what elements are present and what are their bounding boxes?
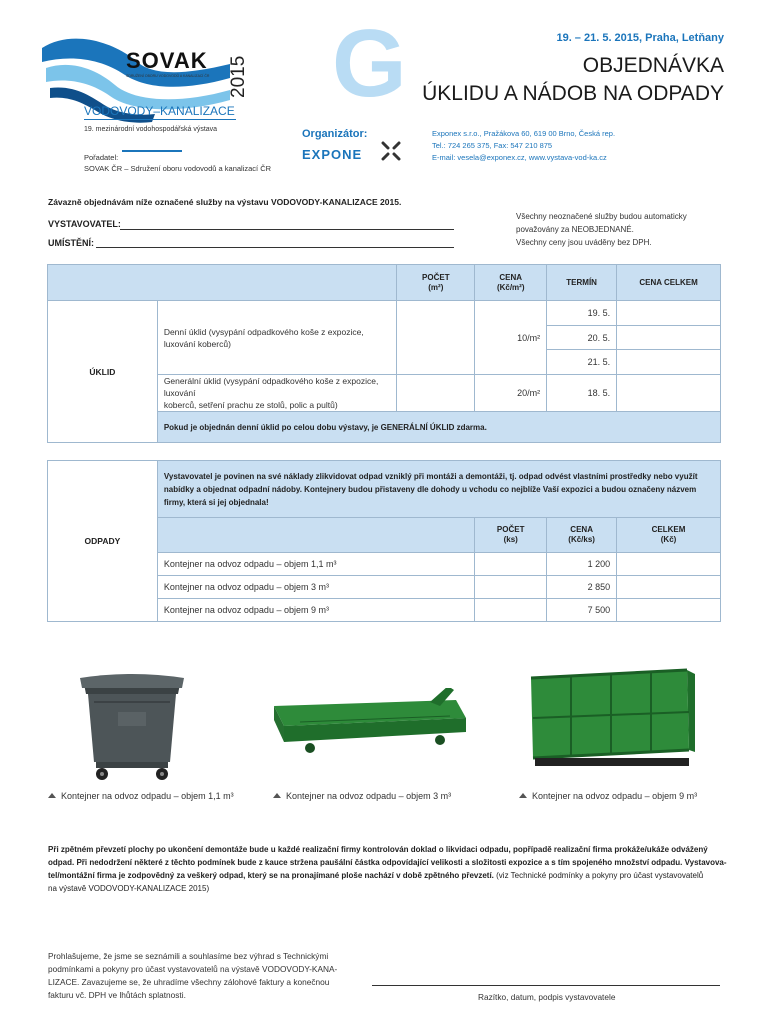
triangle-up-icon: [48, 793, 56, 798]
expone-x-icon: [380, 140, 402, 167]
general-count-input[interactable]: [397, 375, 475, 412]
general-cleaning-desc: Generální úklid (vysypání odpadkového koše z expozice, luxování koberců, setření prachu ze stolů, polic a pultů): [157, 375, 397, 412]
general-free-note: Pokud je objednán denní úklid po celou dobu výstavy, je GENERÁLNÍ ÚKLID zdarma.: [157, 412, 720, 443]
event-sub: 19. mezinárodní vodohospodářská výstava: [84, 126, 218, 133]
organizer-mini-logo: [122, 150, 182, 162]
total-cell[interactable]: [617, 326, 721, 350]
unmarked-note-1: Všechny neoznačené služby budou automaticky: [516, 212, 687, 221]
bin-1-1-image: [74, 672, 190, 787]
handover-line-3: tel/montážní firma je zodpovědný za veškerý odpad, který se na pronajímané ploše nachází v době zpětného převzetí. (viz Technické podmínky a pokyny pro účast vystavovatelů: [48, 871, 704, 880]
count-input[interactable]: [475, 553, 547, 576]
binding-order-text: Závazně objednávám níže označené služby na výstavu VODOVODY-KANALIZACE 2015.: [48, 197, 402, 207]
daily-cleaning-desc: Denní úklid (vysypání odpadkového koše z expozice, luxování koberců): [157, 301, 397, 375]
handover-paragraph: [48, 843, 727, 895]
date-place: 19. – 21. 5. 2015, Praha, Letňany: [556, 32, 724, 44]
container-row-label: Kontejner na odvoz odpadu – objem 3 m³: [157, 576, 474, 599]
logo-brand-sub: SDRUŽENÍ OBORU VODOVODŮ A KANALIZACÍ ČR: [126, 74, 210, 78]
header-total: CELKEM (Kč): [617, 518, 721, 553]
event-name: VODOVODY–KANALIZACE: [84, 104, 235, 118]
general-price: 20/m²: [475, 375, 547, 412]
page-title-2: ÚKLIDU A NÁDOB NA ODPADY: [422, 82, 724, 105]
caption-container-3: Kontejner na odvoz odpadu – objem 3 m³: [273, 791, 451, 801]
caption-bin-1-1: Kontejner na odvoz odpadu – objem 1,1 m³: [48, 791, 234, 801]
triangle-up-icon: [273, 793, 281, 798]
container-row-label: Kontejner na odvoz odpadu – objem 1,1 m³: [157, 553, 474, 576]
exhibitor-field[interactable]: [120, 228, 454, 230]
vat-note: Všechny ceny jsou uváděny bez DPH.: [516, 238, 652, 247]
section-cleaning: ÚKLID: [48, 301, 158, 443]
cleaning-table: [47, 264, 721, 443]
total-cell[interactable]: [617, 576, 721, 599]
term-19-5: 19. 5.: [547, 301, 617, 326]
term-18-5: 18. 5.: [547, 375, 617, 412]
expone-logo: EXPONE: [302, 147, 363, 162]
header-total: CENA CELKEM: [617, 265, 721, 301]
term-20-5: 20. 5.: [547, 326, 617, 350]
header-spacer: [48, 265, 397, 301]
header-spacer: [157, 518, 474, 553]
container-price: 2 850: [547, 576, 617, 599]
waste-table: [47, 460, 721, 622]
container-price: 1 200: [547, 553, 617, 576]
total-cell[interactable]: [617, 375, 721, 412]
handover-line-2: odpad. Při nedodržení některé z těchto podmínek bude z kauce stržena paušální částka odpovídající velikosti a složitosti expozice a s tím spojeného množství odpadu. Vystavova-: [48, 858, 727, 867]
waste-info: Vystavovatel je povinen na své náklady zlikvidovat odpad vzniklý při montáži a demontáži, tj. odpad odvést vlastními prostředky nebo využít nabídky a objednat odpadní nádoby. Kontejnery budou přistaveny dle dohody u vchodu co nejblíže Vaší expozici a budou označeny názvem firmy, která si jej objednala!: [157, 461, 720, 518]
signature-line[interactable]: [372, 985, 720, 986]
container-9-image: [525, 660, 697, 777]
declaration-line: Prohlašujeme, že jsme se seznámili a souhlasíme bez výhrad s Technickými: [48, 951, 329, 961]
declaration-line: LIZACE. Zavazujeme se, že uhradíme všechny zálohové faktury a konečnou: [48, 977, 330, 987]
total-cell[interactable]: [617, 301, 721, 326]
container-3-image: [270, 688, 470, 767]
total-cell[interactable]: [617, 553, 721, 576]
caption-container-9: Kontejner na odvoz odpadu – objem 9 m³: [519, 791, 697, 801]
organizer-label: Pořadatel:: [84, 153, 119, 162]
handover-line-4: na výstavě VODOVODY-KANALIZACE 2015): [48, 884, 210, 893]
header-price: CENA (Kč/ks): [547, 518, 617, 553]
organizer-text: SOVAK ČR – Sdružení oboru vodovodů a kanalizací ČR: [84, 164, 272, 173]
unmarked-note-2: považovány za NEOBJEDNANÉ.: [516, 225, 634, 234]
signature-label: Razítko, datum, podpis vystavovatele: [478, 992, 616, 1002]
contact-address: Exponex s.r.o., Pražákova 60, 619 00 Brno, Česká rep.: [432, 129, 616, 138]
contact-email: E-mail: vesela@exponex.cz, www.vystava-vod-ka.cz: [432, 153, 607, 162]
organizator-label: Organizátor:: [302, 128, 368, 140]
daily-count-input[interactable]: [397, 301, 475, 375]
container-price: 7 500: [547, 599, 617, 622]
triangle-up-icon: [519, 793, 527, 798]
section-waste: ODPADY: [48, 461, 158, 622]
header-term: TERMÍN: [547, 265, 617, 301]
declaration-line: podmínkami a pokyny pro účast vystavovatelů na výstavě VODOVODY-KANA-: [48, 964, 338, 974]
count-input[interactable]: [475, 576, 547, 599]
total-cell[interactable]: [617, 350, 721, 375]
header-count: POČET (ks): [475, 518, 547, 553]
count-input[interactable]: [475, 599, 547, 622]
container-row-label: Kontejner na odvoz odpadu – objem 9 m³: [157, 599, 474, 622]
logo-underline: [84, 119, 236, 120]
logo-brand: SOVAK: [126, 48, 208, 73]
declaration: [48, 950, 337, 1002]
exhibitor-label: VYSTAVOVATEL:: [48, 219, 121, 229]
logo-year: 2015: [228, 55, 249, 98]
total-cell[interactable]: [617, 599, 721, 622]
form-letter: G: [332, 10, 407, 117]
placement-label: UMÍSTĚNÍ:: [48, 238, 94, 248]
contact-phone: Tel.: 724 265 375, Fax: 547 210 875: [432, 141, 553, 150]
handover-line-1: Při zpětném převzetí plochy po ukončení demontáže bude u každé realizační firmy kontrolován doklad o likvidaci odpadu, popřípadě realizační firma prokáže/ukáže odvážený: [48, 845, 708, 854]
term-21-5: 21. 5.: [547, 350, 617, 375]
declaration-line: fakturu vč. DPH ve lhůtách splatnosti.: [48, 990, 186, 1000]
header-price: CENA (Kč/m²): [475, 265, 547, 301]
header-count: POČET (m²): [397, 265, 475, 301]
placement-field[interactable]: [96, 246, 454, 248]
page-title-1: OBJEDNÁVKA: [582, 54, 724, 77]
daily-price: 10/m²: [475, 301, 547, 375]
